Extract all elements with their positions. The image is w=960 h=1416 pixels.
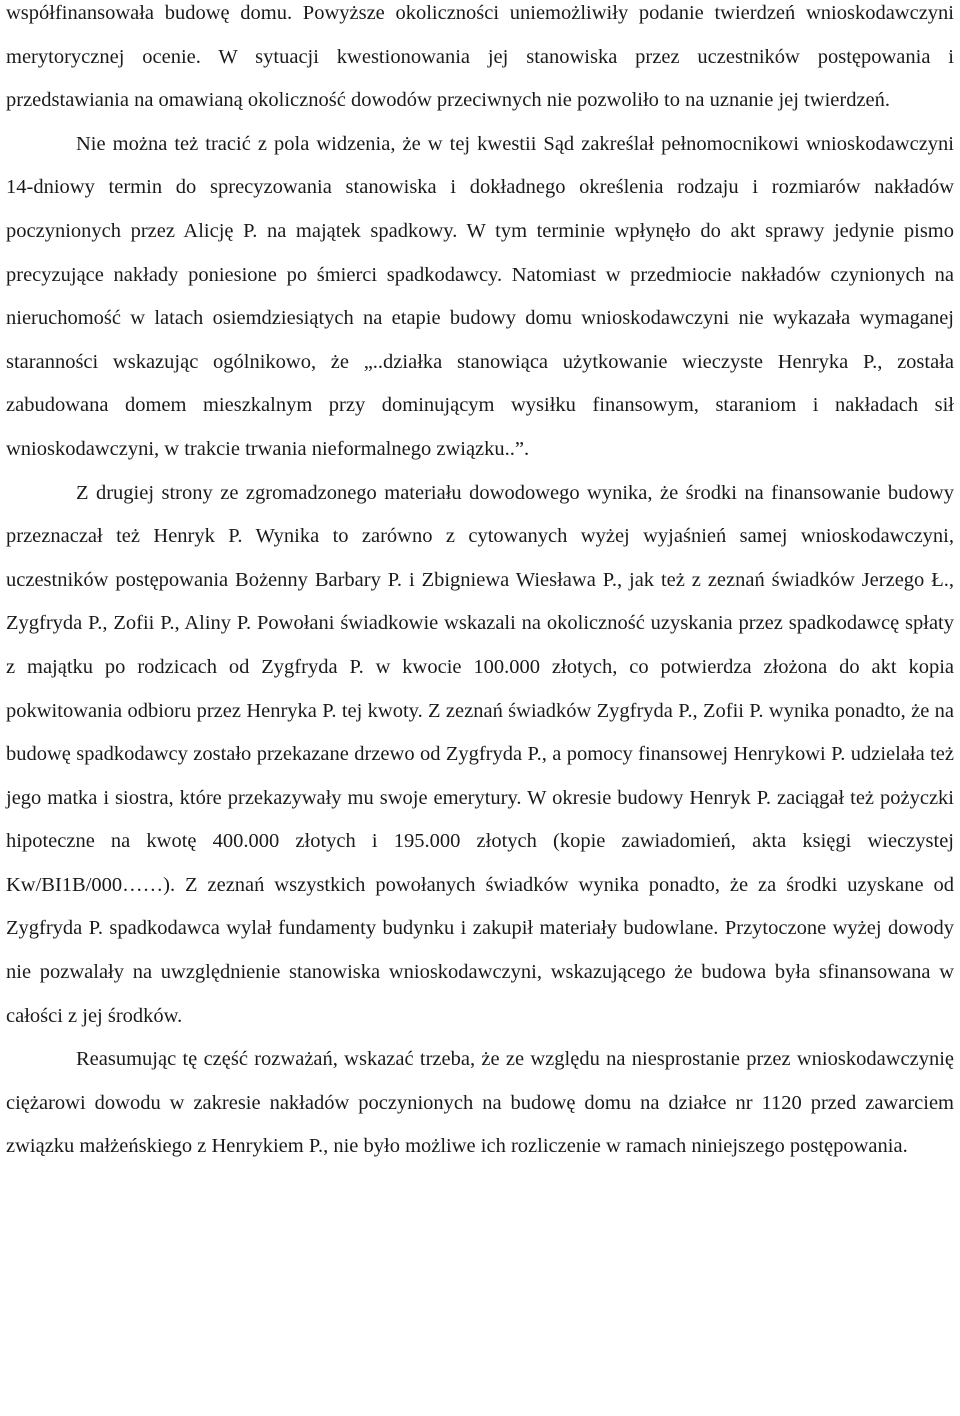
paragraph-evidence-financing: Z drugiej strony ze zgromadzonego materiału dowodowego wynika, że środki na finansowanie budowy przeznaczał też Henryk P. Wynika to zarówno z cytowanych wyżej wyjaśnień samej wnioskodawczyni, uczestników postępowania Bożenny Barbary P. i Zbigniewa Wiesława P., jak też z zeznań świadków Jerzego Ł., Zygfryda P., Zofii P., Aliny P. Powołani świadkowie wskazali na okoliczność uzyskania przez spadkodawcę spłaty z majątku po rodzicach od Zygfryda P. w kwocie 100.000 złotych, co potwierdza złożona do akt kopia pokwitowania odbioru przez Henryka P. tej kwoty. Z zeznań świadków Zygfryda P., Zofii P. wynika ponadto, że na budowę spadkodawcy zostało przekazane drzewo od Zygfryda P., a pomocy finansowej Henrykowi P. udzielała też jego matka i siostra, które przekazywały mu swoje emerytury. W okresie budowy Henryk P. zaciągał też pożyczki hipoteczne na kwotę 400.000 złotych i 195.000 złotych (kopie zawiadomień, akta księgi wieczystej Kw/BI1B/000……). Z zeznań wszystkich powołanych świadków wynika ponadto, że za środki uzyskane od Zygfryda P. spadkodawca wylał fundamenty budynku i zakupił materiały budowlane. Przytoczone wyżej dowody nie pozwalały na uwzględnienie stanowiska wnioskodawczyni, wskazującego że budowa była sfinansowana w całości z jej środków.: [6, 481, 954, 1027]
paragraph-term-deadline: Nie można też tracić z pola widzenia, że w tej kwestii Sąd zakreślał pełnomocnikowi wnioskodawczyni 14-dniowy termin do sprecyzowania stanowiska i dokładnego określenia rodzaju i rozmiarów nakładów poczynionych przez Alicję P. na majątek spadkowy. W tym terminie wpłynęło do akt sprawy jedynie pismo precyzujące nakłady poniesione po śmierci spadkodawcy. Natomiast w przedmiocie nakładów czynionych na nieruchomość w latach osiemdziesiątych na etapie budowy domu wnioskodawczyni nie wykazała wymaganej staranności wskazując ogólnikowo, że „..działka stanowiąca użytkowanie wieczyste Henryka P., została zabudowana domem mieszkalnym przy dominującym wysiłku finansowym, staraniom i nakładach sił wnioskodawczyni, w trakcie trwania nieformalnego związku..”.: [6, 132, 954, 460]
paragraph-conclusion: Reasumując tę część rozważań, wskazać trzeba, że ze względu na niesprostanie przez wnioskodawczynię ciężarowi dowodu w zakresie nakładów poczynionych na budowę domu na działce nr 1120 przed zawarciem związku małżeńskiego z Henrykiem P., nie było możliwe ich rozliczenie w ramach niniejszego postępowania.: [6, 1048, 954, 1158]
paragraph-continuation: współfinansowała budowę domu. Powyższe okoliczności uniemożliwiły podanie twierdzeń wnioskodawczyni merytorycznej ocenie. W sytuacji kwestionowania jej stanowiska przez uczestników postępowania i przedstawiania na omawianą okoliczność dowodów przeciwnych nie pozwoliło to na uznanie jej twierdzeń.: [6, 2, 954, 112]
